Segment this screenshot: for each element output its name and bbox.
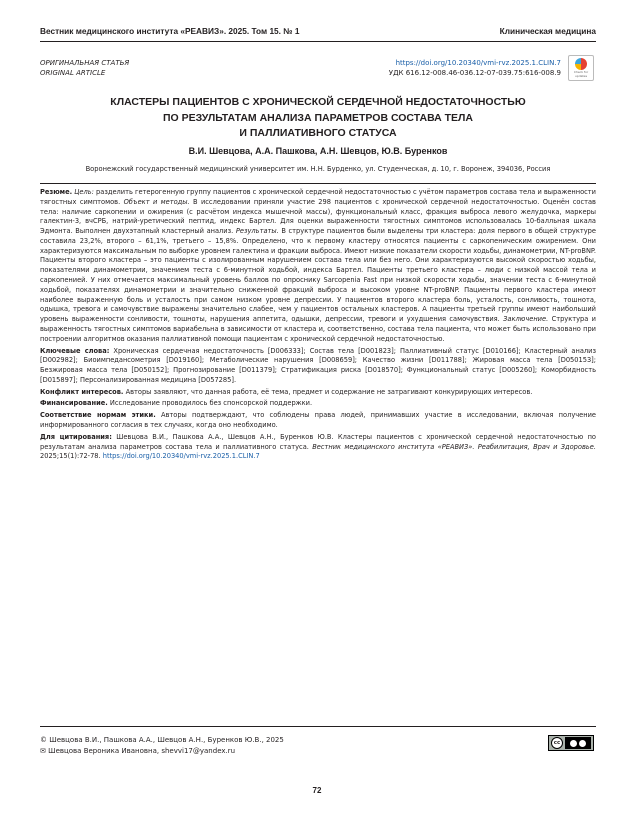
keywords — [40, 347, 596, 386]
funding — [40, 399, 596, 409]
authors: В.И. Шевцова, А.А. Пашкова, А.Н. Шевцов, Ю.В. Буренков — [188, 146, 448, 156]
title-line: КЛАСТЕРЫ ПАЦИЕНТОВ С ХРОНИЧЕСКОЙ СЕРДЕЧНОЙ НЕДОСТАТОЧНОСТЬЮ — [110, 96, 526, 108]
crossmark-icon — [575, 58, 587, 70]
ethics-label: Соответствие нормам этики. — [40, 411, 156, 420]
citation — [40, 433, 596, 462]
crossmark-label: Check for updates — [573, 70, 589, 78]
abstract-body — [40, 188, 596, 345]
ethics — [40, 411, 596, 431]
cite-label: Для цитирования: — [40, 432, 112, 441]
cc-by-icon — [565, 737, 591, 749]
article-title — [40, 95, 596, 142]
conflict-of-interest — [40, 388, 596, 398]
contact-email[interactable]: ✉ Шевцова Вероника Ивановна, shevvi17@yandex.ru — [40, 747, 236, 755]
goal-label: Цель: — [74, 188, 94, 196]
footer — [40, 726, 596, 757]
journal-title: Вестник медицинского института «РЕАВИЗ». 2025. Том 15. № 1 — [40, 26, 300, 36]
crossmark-badge[interactable] — [568, 55, 594, 81]
funding-text: Исследование проводилось без спонсорской поддержки. — [109, 399, 313, 408]
copyright: © Шевцова В.И., Пашкова А.А., Шевцов А.Н., Буренков Ю.В., 2025 — [40, 736, 284, 744]
conclusion-label: Заключение. — [503, 315, 549, 324]
page-number: 72 — [312, 786, 322, 795]
cite-text: Шевцова В.И., Пашкова А.А., Шевцов А.Н., Буренков Ю.В. Кластеры пациентов с хронической сердечной недостаточностью по результатам анализа параметров состава тела и паллиативного статуса. — [40, 432, 596, 451]
cite-journal: Вестник медицинского института «РЕАВИЗ». Реабилитация, Врач и Здоровье. — [312, 442, 596, 451]
udk-code: УДК 616.12-008.46-036.12-07-039.75:616-008.9 — [388, 69, 561, 77]
conclusion-text: Структура и выраженность тягостных симптомов вариабельна в зависимости от кластера и, соответственно, состава тела пациента, что может быть использовано при построении алгоритмов оказания паллиативной помощи пациентам с хронической сердечной недостаточностью. — [40, 315, 596, 343]
affiliation: Воронежский государственный медицинский университет им. Н.Н. Бурденко, ул. Студенческая, д. 10, г. Воронеж, 394036, Россия — [85, 165, 551, 173]
article-type-en: ORIGINAL ARTICLE — [40, 69, 106, 77]
article-type — [40, 58, 129, 78]
title-line: ПО РЕЗУЛЬТАТАМ АНАЛИЗА ПАРАМЕТРОВ СОСТАВА ТЕЛА — [162, 111, 474, 124]
doi-link[interactable]: https://doi.org/10.20340/vmi-rvz.2025.1.CLIN.7 — [395, 59, 561, 67]
cite-issue: 2025;15(1):72-78. — [40, 452, 101, 461]
ethics-text: Авторы подтверждают, что соблюдены права людей, принимавших участие в исследовании, включая получение информированного согласия в тех случаях, когда оно необходимо. — [40, 411, 596, 429]
cc-license-badge[interactable] — [548, 735, 594, 751]
methods-label: Объект и методы. — [123, 197, 190, 206]
results-text: В структуре пациентов были выделены три кластера: доля первого в общей структуре составила 23,2%, второго – 61,1%, третьего – 15,8%. Определено, что к первому кластеру относятся пациенты с саркопеническим ожирением. Они характеризуются максимальным по выборке уровнем галектина и фракции выброса. Имеют низкие показатели скорости ходьбы, динамометрии, NT-proBNP. Пациенты второго кластера – это пациенты с изолированным нарушением состава тела или без него. Они характеризуются высокой скоростью ходьбы, показателями динамометрии, значением теста с 6-минутной ходьбой, индекса Бартел. Пациенты третьего кластера – люди с низкой массой тела и саркопенией. У них отмечается максимальный уровень баллов по опроснику Sarcopenia Fast при низкой скорости ходьбы, значении теста с 6-минутной ходьбой, показателях динамометрии и значительно сниженной фракций выброса и высоком уровне NT-proBNP. Пациенты первого кластера имеют наиболее выраженную боль и усталость при самом низком уровне депрессии. У пациентов второго кластера боль, усталость, сонливость, тошнота, одышка, тревога и самочувствие выражены значительно слабее, чем у пациентов остальных кластеров. А пациенты третьей группы имеют наибольший уровень выраженности сонливости, тошноты, нарушения аппетита, одышки, депрессии, тревоги и ухудшения самочувствия. — [40, 227, 596, 324]
title-line: И ПАЛЛИАТИВНОГО СТАТУСА — [239, 127, 397, 139]
methods-text: В исследовании приняли участие 298 пациентов с хронической сердечной недостаточностью. Оценён состав тела: наличие саркопении и ожирения (с расчётом индекса мышечной массы), функциональный класс, фракция выброса левого желудочка, маркеры галектин-3, вчСРБ, натрий-уретический пептид, индекс Бартел. Для оценки выраженности тягостных симптомов использовалась 10-балльная шкала Эдмонта. Выполнен двухэтапный кластерный анализ. — [40, 197, 596, 236]
cite-doi-link[interactable]: https://doi.org/10.20340/vmi-rvz.2025.1.CLIN.7 — [102, 452, 260, 461]
keywords-text: Хроническая сердечная недостаточность [D006333]; Состав тела [D001823]; Паллиативный статус [D010166]; Кластерный анализ [D002982]; Биоимпедансометрия [D019160]; Метаболические нарушения [D008659]; Качество жизни [D011788]; Жировая масса тела [D050153]; Безжировая масса тела [D050152]; Прогнозирование [D011379]; Стратификация риска [D018570]; Функциональный статус [D005260]; Коморбидность [D015897]; Персонализированная медицина [D057285]. — [40, 346, 596, 384]
goal-text: разделить гетерогенную группу пациентов с хронической сердечной недостаточностью с учётом параметров состава тела и выраженности тягостных симптомов. — [40, 188, 596, 206]
cc-icon: cc — [551, 737, 563, 749]
section-title: Клиническая медицина — [499, 26, 596, 36]
abstract — [40, 183, 596, 464]
article-type-ru: ОРИГИНАЛЬНАЯ СТАТЬЯ — [40, 59, 130, 67]
results-label: Результаты. — [235, 227, 279, 236]
resume-label: Резюме. — [40, 188, 73, 196]
article-identifiers — [389, 58, 561, 78]
conflict-label: Конфликт интересов. — [40, 387, 124, 396]
keywords-label: Ключевые слова: — [40, 346, 110, 355]
funding-label: Финансирование. — [40, 399, 108, 408]
running-header — [40, 26, 596, 42]
conflict-text: Авторы заявляют, что данная работа, её тема, предмет и содержание не затрагивают конкурирующих интересов. — [125, 387, 533, 396]
